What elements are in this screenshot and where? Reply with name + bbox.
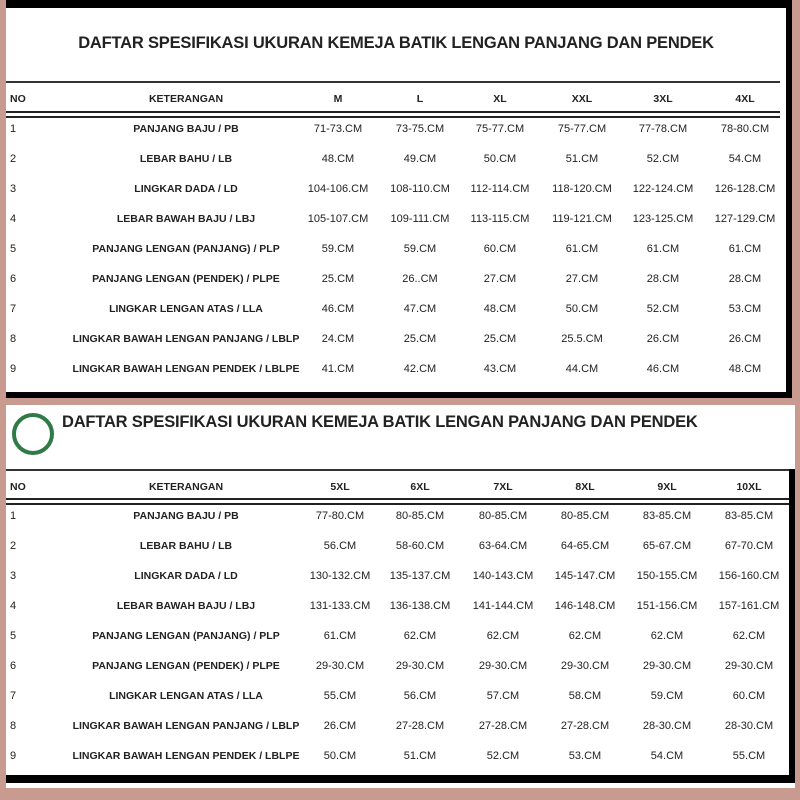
size-value: 50.CM — [483, 153, 517, 165]
size-value: 150-155.CM — [636, 570, 698, 582]
size-value: 104-106.CM — [307, 183, 369, 195]
size-value: 60.CM — [732, 690, 766, 702]
row-label: LEBAR BAWAH BAJU / LBJ — [116, 600, 256, 612]
size-value: 25.CM — [403, 333, 437, 345]
header-size: 9XL — [657, 481, 677, 493]
header-size: 10XL — [736, 481, 762, 493]
size-value: 59.CM — [403, 243, 437, 255]
header-size: M — [333, 93, 343, 105]
row-label: LINGKAR LENGAN ATAS / LLA — [109, 690, 263, 702]
table-title: DAFTAR SPESIFIKASI UKURAN KEMEJA BATIK LENGAN PANJANG DAN PENDEK — [78, 34, 714, 52]
size-value: 56.CM — [323, 540, 357, 552]
size-value: 51.CM — [565, 153, 599, 165]
table-row — [6, 333, 786, 351]
row-label: LINGKAR BAWAH LENGAN PANJANG / LBLP — [72, 333, 300, 345]
row-label: LINGKAR DADA / LD — [134, 570, 238, 582]
size-value: 43.CM — [483, 363, 517, 375]
size-value: 27-28.CM — [560, 720, 610, 732]
size-value: 29-30.CM — [395, 660, 445, 672]
row-label: LINGKAR DADA / LD — [134, 183, 238, 195]
size-value: 51.CM — [403, 750, 437, 762]
size-value: 112-114.CM — [470, 183, 530, 195]
size-value: 54.CM — [650, 750, 684, 762]
header-keterangan: KETERANGAN — [148, 93, 224, 105]
size-value: 59.CM — [321, 243, 355, 255]
size-value: 28-30.CM — [724, 720, 774, 732]
size-value: 58-60.CM — [395, 540, 445, 552]
table-row — [6, 243, 786, 261]
size-value: 41.CM — [321, 363, 355, 375]
size-value: 80-85.CM — [395, 510, 445, 522]
size-value: 73-75.CM — [395, 123, 445, 135]
row-label: PANJANG BAJU / PB — [133, 510, 239, 522]
row-number: 6 — [10, 273, 17, 285]
size-value: 141-144.CM — [472, 600, 534, 612]
size-value: 146-148.CM — [554, 600, 616, 612]
header-no: NO — [10, 93, 26, 105]
size-value: 136-138.CM — [389, 600, 451, 612]
row-label: LEBAR BAHU / LB — [139, 540, 233, 552]
row-label: LINGKAR BAWAH LENGAN PANJANG / LBLP — [72, 720, 300, 732]
size-value: 53.CM — [568, 750, 602, 762]
header-size: 6XL — [410, 481, 430, 493]
size-value: 105-107.CM — [307, 213, 369, 225]
size-value: 63-64.CM — [478, 540, 528, 552]
border — [6, 775, 795, 783]
size-value: 83-85.CM — [724, 510, 774, 522]
size-value: 65-67.CM — [642, 540, 692, 552]
row-number: 1 — [10, 123, 17, 135]
size-value: 52.CM — [646, 303, 680, 315]
circle-mark-icon — [12, 413, 54, 455]
table-row — [6, 303, 786, 321]
size-value: 28-30.CM — [642, 720, 692, 732]
size-value: 126-128.CM — [714, 183, 776, 195]
table-row — [6, 123, 786, 141]
size-value: 54.CM — [728, 153, 762, 165]
row-label: LEBAR BAHU / LB — [139, 153, 233, 165]
size-value: 77-78.CM — [638, 123, 688, 135]
size-value: 156-160.CM — [718, 570, 780, 582]
size-value: 26.CM — [646, 333, 680, 345]
table-row — [6, 720, 795, 738]
size-value: 109-111.CM — [390, 213, 450, 225]
size-value: 61.CM — [646, 243, 680, 255]
row-label: PANJANG LENGAN (PENDEK) / PLPE — [92, 273, 280, 285]
row-number: 2 — [10, 540, 17, 552]
table-row — [6, 690, 795, 708]
size-value: 55.CM — [732, 750, 766, 762]
size-value: 50.CM — [565, 303, 599, 315]
table-row — [6, 183, 786, 201]
row-label: LINGKAR BAWAH LENGAN PENDEK / LBLPE — [72, 363, 300, 375]
row-number: 8 — [10, 333, 17, 345]
row-number: 4 — [10, 600, 17, 612]
header-size: 7XL — [493, 481, 513, 493]
size-value: 61.CM — [323, 630, 357, 642]
size-value: 80-85.CM — [478, 510, 528, 522]
size-value: 49.CM — [403, 153, 437, 165]
table-title: DAFTAR SPESIFIKASI UKURAN KEMEJA BATIK LENGAN PANJANG DAN PENDEK — [62, 413, 698, 431]
header-size: L — [416, 93, 424, 105]
table-row — [6, 660, 795, 678]
size-value: 26..CM — [402, 273, 438, 285]
size-value: 56.CM — [403, 690, 437, 702]
size-value: 80-85.CM — [560, 510, 610, 522]
size-value: 122-124.CM — [632, 183, 694, 195]
header-size: 4XL — [735, 93, 755, 105]
size-value: 140-143.CM — [472, 570, 534, 582]
table-row — [6, 540, 795, 558]
size-value: 67-70.CM — [724, 540, 774, 552]
size-value: 27-28.CM — [395, 720, 445, 732]
row-label: LINGKAR BAWAH LENGAN PENDEK / LBLPE — [72, 750, 300, 762]
size-value: 131-133.CM — [309, 600, 371, 612]
table-row — [6, 510, 795, 528]
size-value: 78-80.CM — [720, 123, 770, 135]
divider — [6, 498, 789, 505]
size-value: 50.CM — [323, 750, 357, 762]
row-number: 2 — [10, 153, 17, 165]
size-value: 27-28.CM — [478, 720, 528, 732]
row-label: PANJANG LENGAN (PANJANG) / PLP — [92, 630, 280, 642]
size-value: 59.CM — [650, 690, 684, 702]
row-number: 7 — [10, 690, 17, 702]
size-value: 61.CM — [728, 243, 762, 255]
size-value: 135-137.CM — [389, 570, 451, 582]
header-size: XL — [493, 93, 507, 105]
row-label: LINGKAR LENGAN ATAS / LLA — [109, 303, 263, 315]
row-number: 3 — [10, 183, 17, 195]
table-row — [6, 153, 786, 171]
header-keterangan: KETERANGAN — [148, 481, 224, 493]
row-label: PANJANG BAJU / PB — [133, 123, 239, 135]
size-value: 58.CM — [568, 690, 602, 702]
header-size: 8XL — [575, 481, 595, 493]
size-value: 52.CM — [646, 153, 680, 165]
table-row — [6, 630, 795, 648]
header-no: NO — [10, 481, 26, 493]
size-value: 108-110.CM — [390, 183, 450, 195]
size-value: 46.CM — [646, 363, 680, 375]
size-value: 52.CM — [486, 750, 520, 762]
size-value: 27.CM — [483, 273, 517, 285]
size-value: 26.CM — [728, 333, 762, 345]
size-value: 48.CM — [483, 303, 517, 315]
size-value: 25.CM — [483, 333, 517, 345]
row-number: 1 — [10, 510, 17, 522]
size-value: 29-30.CM — [560, 660, 610, 672]
header-size: 5XL — [330, 481, 350, 493]
size-value: 151-156.CM — [636, 600, 698, 612]
size-value: 28.CM — [646, 273, 680, 285]
size-value: 157-161.CM — [718, 600, 780, 612]
table-row — [6, 213, 786, 231]
row-number: 9 — [10, 363, 17, 375]
size-value: 29-30.CM — [478, 660, 528, 672]
row-number: 3 — [10, 570, 17, 582]
size-value: 25.5.CM — [561, 333, 603, 345]
divider — [6, 111, 780, 118]
size-value: 123-125.CM — [632, 213, 694, 225]
size-value: 42.CM — [403, 363, 437, 375]
row-number: 6 — [10, 660, 17, 672]
header-size: 3XL — [653, 93, 673, 105]
size-value: 48.CM — [728, 363, 762, 375]
size-value: 77-80.CM — [315, 510, 365, 522]
size-value: 75-77.CM — [557, 123, 607, 135]
size-value: 28.CM — [728, 273, 762, 285]
size-value: 62.CM — [403, 630, 437, 642]
size-value: 48.CM — [321, 153, 355, 165]
size-value: 47.CM — [403, 303, 437, 315]
size-value: 83-85.CM — [642, 510, 692, 522]
row-number: 4 — [10, 213, 17, 225]
size-value: 145-147.CM — [554, 570, 616, 582]
row-label: PANJANG LENGAN (PANJANG) / PLP — [92, 243, 280, 255]
size-value: 62.CM — [650, 630, 684, 642]
row-label: PANJANG LENGAN (PENDEK) / PLPE — [92, 660, 280, 672]
table-row — [6, 570, 795, 588]
size-value: 53.CM — [728, 303, 762, 315]
size-value: 46.CM — [321, 303, 355, 315]
row-label: LEBAR BAWAH BAJU / LBJ — [116, 213, 256, 225]
size-value: 57.CM — [486, 690, 520, 702]
row-number: 9 — [10, 750, 17, 762]
size-value: 27.CM — [565, 273, 599, 285]
size-value: 26.CM — [323, 720, 357, 732]
size-value: 118-120.CM — [552, 183, 612, 195]
size-value: 60.CM — [483, 243, 517, 255]
row-number: 5 — [10, 243, 17, 255]
table-header-row — [6, 481, 795, 499]
size-value: 55.CM — [323, 690, 357, 702]
size-value: 62.CM — [732, 630, 766, 642]
size-value: 29-30.CM — [642, 660, 692, 672]
size-value: 29-30.CM — [315, 660, 365, 672]
table-header-row — [6, 93, 786, 111]
size-value: 113-115.CM — [470, 213, 530, 225]
size-value: 130-132.CM — [309, 570, 371, 582]
row-number: 8 — [10, 720, 17, 732]
size-value: 71-73.CM — [313, 123, 363, 135]
table-row — [6, 363, 786, 381]
size-value: 24.CM — [321, 333, 355, 345]
table-row — [6, 273, 786, 291]
divider — [6, 469, 789, 471]
size-value: 44.CM — [565, 363, 599, 375]
size-value: 119-121.CM — [552, 213, 612, 225]
table-row — [6, 750, 795, 768]
table-row — [6, 600, 795, 618]
row-number: 5 — [10, 630, 17, 642]
divider — [6, 81, 780, 83]
size-value: 75-77.CM — [475, 123, 525, 135]
size-value: 25.CM — [321, 273, 355, 285]
size-value: 29-30.CM — [724, 660, 774, 672]
size-value: 62.CM — [486, 630, 520, 642]
row-number: 7 — [10, 303, 17, 315]
size-value: 64-65.CM — [560, 540, 610, 552]
size-value: 62.CM — [568, 630, 602, 642]
size-table-panel-1 — [6, 0, 792, 398]
header-size: XXL — [571, 93, 593, 105]
size-table-panel-2 — [6, 405, 795, 788]
size-value: 61.CM — [565, 243, 599, 255]
size-value: 127-129.CM — [714, 213, 776, 225]
